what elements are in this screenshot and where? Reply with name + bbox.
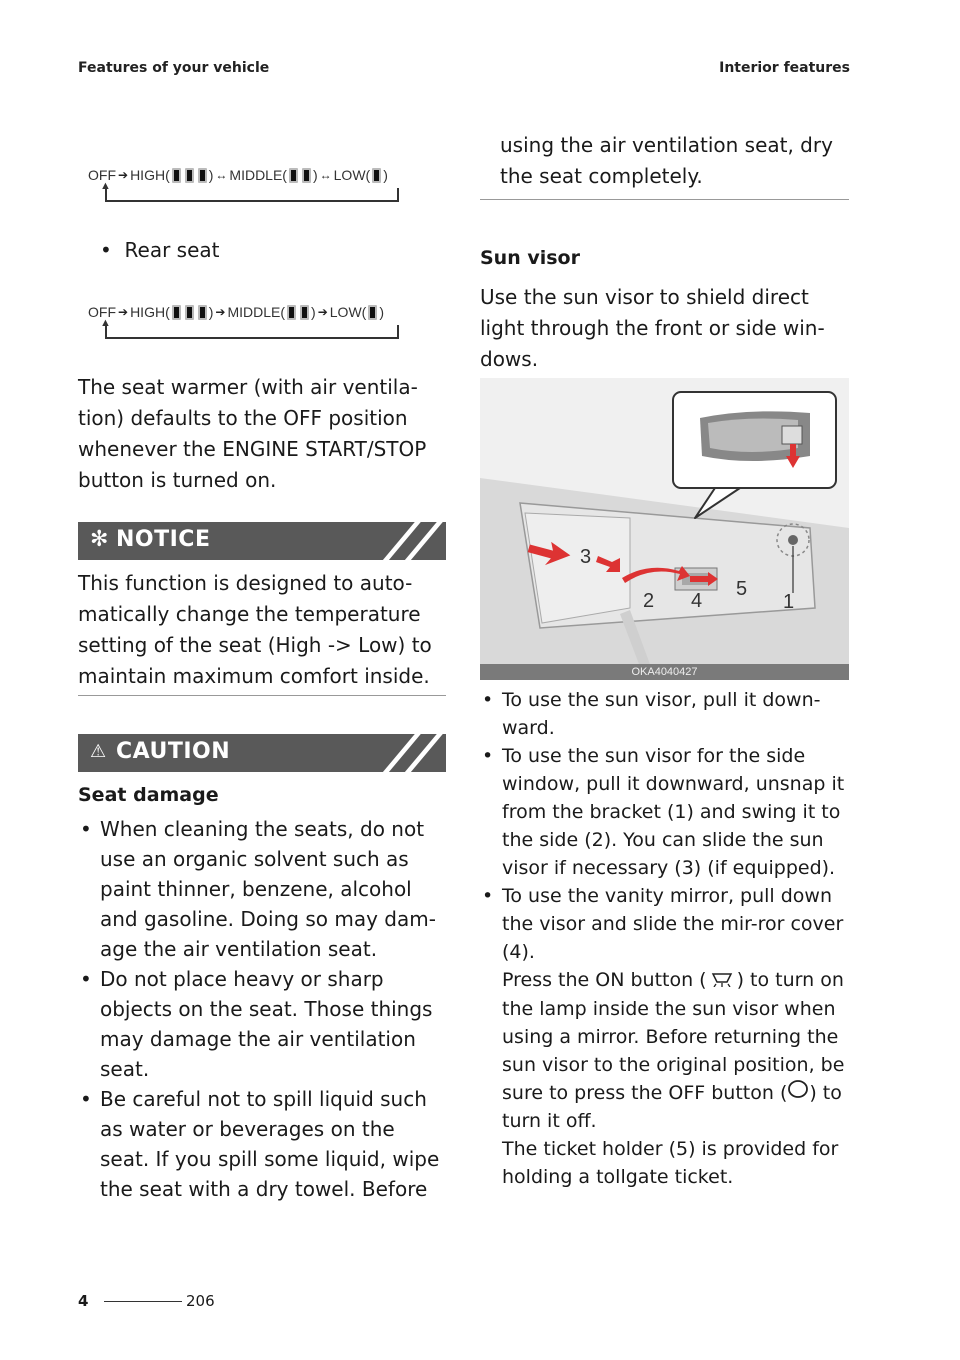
list-item: • When cleaning the seats, do not use an organic solvent such as paint thinner, benzene, alcohol and gasoline. Doing so may dam-age the air ventilation seat. <box>80 817 436 961</box>
header-section-title: Features of your vehicle <box>78 60 270 76</box>
paren: ) <box>383 167 388 184</box>
high-label: HIGH( <box>130 167 170 184</box>
paren: ) <box>311 304 316 321</box>
caution-title: CAUTION <box>116 739 231 764</box>
caution-list <box>78 814 448 1204</box>
arrow-both-icon: ↔ <box>319 168 332 183</box>
sun-visor-heading: Sun visor <box>480 247 580 269</box>
paren: ) <box>208 304 214 321</box>
warning-triangle-icon: ⚠ <box>90 741 107 762</box>
list-item-text: Press the ON button ( <box>502 969 707 991</box>
level-indicator-icon <box>172 168 181 183</box>
arrow-right-icon: ➔ <box>118 305 129 320</box>
list-item-text: Be careful not to spill liquid such as water or beverages on the seat. If you spill some liquid, wipe the seat with a dry towel. Before <box>100 1087 440 1201</box>
banner-stripe <box>377 522 425 560</box>
footer-divider <box>104 1301 182 1302</box>
notice-title: NOTICE <box>116 527 211 552</box>
off-label: OFF <box>88 304 116 321</box>
notice-text: This function is designed to auto-matically change the temperature setting of the seat (High -> Low) to maintain maximum comfort inside. <box>78 571 432 688</box>
list-item-text: The ticket holder (5) is provided for holding a tollgate ticket. <box>502 1138 839 1188</box>
arrow-right-icon: ➔ <box>215 305 226 320</box>
arrow-right-icon: ➔ <box>317 305 328 320</box>
arrow-up-icon: ▲ <box>100 180 111 192</box>
divider <box>78 695 446 696</box>
caution-subtitle: Seat damage <box>78 784 219 806</box>
figure-code: OKA4040427 <box>480 664 849 680</box>
rear-seat-cycle-diagram <box>88 303 448 353</box>
list-item-text: To use the sun visor, pull it down-ward. <box>502 689 821 739</box>
paren: ) <box>208 167 214 184</box>
header-chapter-title: Interior features <box>719 60 850 76</box>
level-indicator-icon <box>198 168 207 183</box>
notice-icon: ✻ <box>90 527 109 552</box>
level-indicator-icon <box>300 305 309 320</box>
list-item-text: ) to turn on the lamp inside the sun visor when using a mirror. Before returning the sun visor to the original position, be sure to press the OFF button ( <box>502 969 845 1104</box>
list-item-text: To use the vanity mirror, pull down the visor and slide the mir-ror cover (4). <box>502 885 844 963</box>
callout-3: 3 <box>580 546 592 568</box>
arrow-both-icon: ↔ <box>215 168 228 183</box>
sun-visor-intro: Use the sun visor to shield direct light through the front or side win-dows. <box>480 285 825 371</box>
paren: ) <box>312 167 318 184</box>
low-label: LOW( <box>333 167 371 184</box>
level-indicator-icon <box>172 305 181 320</box>
middle-label: MIDDLE( <box>227 304 286 321</box>
low-label: LOW( <box>329 304 367 321</box>
front-seat-cycle-diagram <box>88 166 448 216</box>
sun-visor-list <box>480 686 850 1191</box>
callout-1: 1 <box>783 591 795 613</box>
level-indicator-icon <box>198 305 207 320</box>
level-indicator-icon <box>372 168 381 183</box>
high-label: HIGH( <box>130 304 170 321</box>
callout-2: 2 <box>643 590 655 612</box>
caution-continued-text: using the air ventilation seat, dry the seat completely. <box>500 133 833 188</box>
level-indicator-icon <box>185 305 194 320</box>
bullet: • <box>100 238 112 262</box>
middle-label: MIDDLE( <box>229 167 287 184</box>
callout-5: 5 <box>736 578 748 600</box>
level-indicator-icon <box>289 168 298 183</box>
caution-banner <box>78 734 446 772</box>
callout-4: 4 <box>691 590 703 612</box>
divider <box>480 199 849 200</box>
off-label: OFF <box>88 167 116 184</box>
footer-section-number: 4 <box>78 1292 89 1310</box>
arrow-up-icon: ▲ <box>100 317 111 329</box>
banner-stripe <box>399 522 446 560</box>
list-item: • Do not place heavy or sharp objects on the seat. Those things may damage the air ventilation seat. <box>80 967 433 1081</box>
warmer-default-paragraph: The seat warmer (with air ventila-tion) defaults to the OFF position whenever the ENGINE START/STOP button is turned on. <box>78 375 427 492</box>
cycle-loop-line <box>105 325 399 339</box>
list-item-text: ) to turn it off. <box>502 1081 842 1132</box>
list-item: • To use the vanity mirror, pull down the visor and slide the mir-ror cover (4). Press the ON button ( ) to turn on the lamp inside the sun visor when using a mirror. Before returning the sun visor to the original position, be sure to press the OFF button ( ) to turn it off. The ticket holder (5) is provided for holding a tollgate ticket. <box>482 885 845 1188</box>
cycle-loop-line <box>105 188 399 202</box>
notice-banner <box>78 522 446 560</box>
rear-seat-label: Rear seat <box>124 238 220 262</box>
paren: ) <box>379 304 384 321</box>
footer-page-number: 206 <box>186 1292 215 1310</box>
list-item-text: To use the sun visor for the side window, pull it downward, unsnap it from the bracket (1) and swing it to the side (2). You can slide the sun visor if necessary (3) (if equipped). <box>502 745 845 879</box>
list-item: • To use the sun visor for the side window, pull it downward, unsnap it from the bracket (1) and swing it to the side (2). You can slide the sun visor if necessary (3) (if equipped). <box>482 745 845 879</box>
level-indicator-icon <box>368 305 377 320</box>
list-item-text: When cleaning the seats, do not use an organic solvent such as paint thinner, benzene, alcohol and gasoline. Doing so may dam-age the air ventilation seat. <box>100 817 436 961</box>
sun-visor-illustration <box>480 378 849 680</box>
level-indicator-icon <box>185 168 194 183</box>
level-indicator-icon <box>287 305 296 320</box>
banner-stripe <box>399 734 446 772</box>
banner-stripe <box>377 734 425 772</box>
list-item-text: Do not place heavy or sharp objects on the seat. Those things may damage the air ventilation seat. <box>100 967 433 1081</box>
list-item: • Be careful not to spill liquid such as water or beverages on the seat. If you spill some liquid, wipe the seat with a dry towel. Before <box>80 1087 440 1201</box>
sun-visor-figure <box>480 378 849 680</box>
rear-seat-item <box>100 238 219 262</box>
list-item: • To use the sun visor, pull it down-ward. <box>482 689 821 739</box>
lamp-off-icon <box>787 1079 809 1107</box>
arrow-right-icon: ➔ <box>118 168 129 183</box>
lamp-on-icon <box>707 967 737 995</box>
level-indicator-icon <box>302 168 311 183</box>
